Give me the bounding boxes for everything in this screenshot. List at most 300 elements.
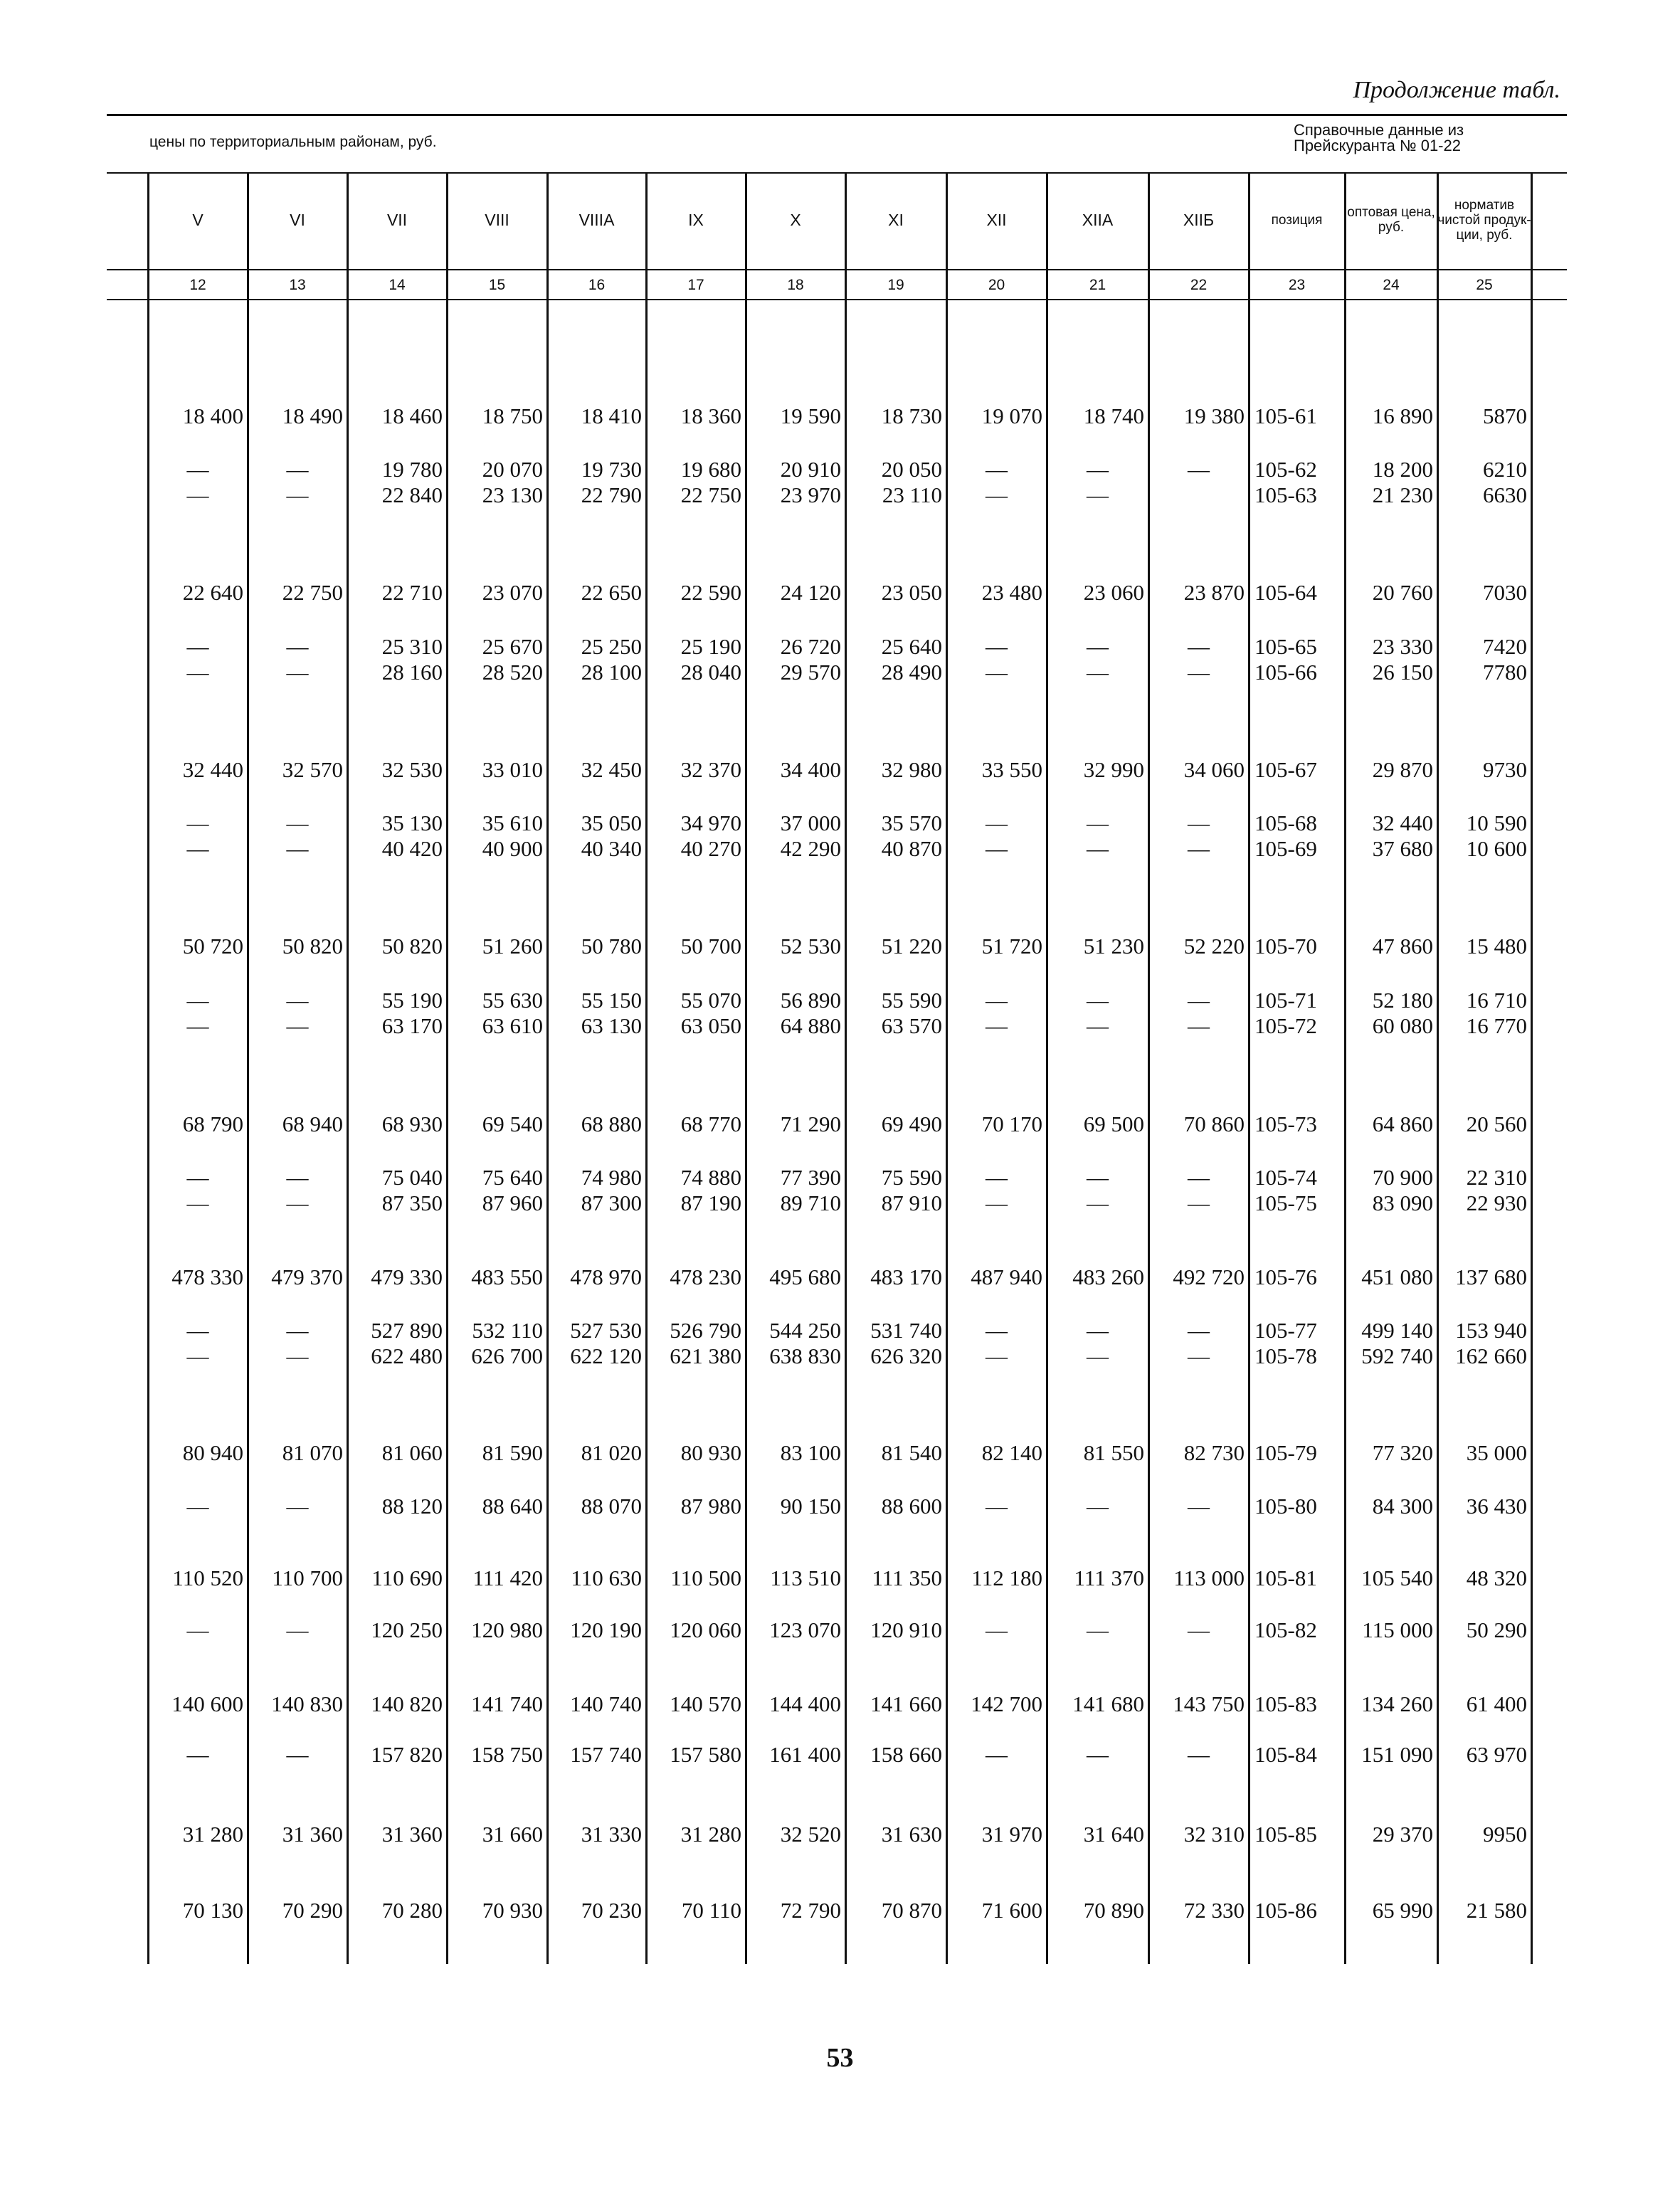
price-cell: 68 770 — [680, 1112, 741, 1136]
price-cell: 31 330 — [581, 1822, 642, 1847]
position-cell: 105-66 — [1254, 660, 1317, 685]
price-cell: — — [986, 836, 1008, 861]
price-cell: 55 070 — [680, 988, 741, 1013]
price-cell: 64 860 — [1372, 1112, 1433, 1136]
price-cell: — — [1087, 1190, 1109, 1215]
price-cell: 40 420 — [381, 836, 443, 861]
price-cell: 70 130 — [182, 1898, 243, 1923]
price-cell: 621 380 — [670, 1343, 741, 1368]
price-cell: 75 590 — [881, 1165, 942, 1190]
price-cell: 50 780 — [581, 934, 642, 959]
price-cell: 32 440 — [182, 757, 243, 782]
column-number: 15 — [488, 277, 506, 293]
price-cell: 18 410 — [581, 403, 642, 428]
price-cell: 50 820 — [381, 934, 443, 959]
price-cell: 532 110 — [472, 1318, 543, 1343]
price-cell: 23 480 — [981, 580, 1042, 605]
price-cell: 55 190 — [381, 988, 443, 1013]
price-cell: 483 260 — [1072, 1264, 1144, 1289]
price-cell: 158 660 — [870, 1742, 942, 1767]
price-cell: 137 680 — [1455, 1264, 1527, 1289]
price-cell: — — [186, 457, 209, 482]
price-cell: 40 900 — [482, 836, 543, 861]
price-cell: 495 680 — [769, 1264, 841, 1289]
price-cell: 83 090 — [1372, 1190, 1433, 1215]
price-cell: 75 040 — [381, 1165, 443, 1190]
price-cell: 29 870 — [1372, 757, 1433, 782]
price-cell: 74 880 — [680, 1165, 741, 1190]
price-cell: 21 230 — [1372, 482, 1433, 507]
price-cell: 25 640 — [881, 634, 942, 659]
price-cell: 16 770 — [1466, 1013, 1527, 1038]
price-cell: 23 130 — [482, 482, 543, 507]
price-cell: 18 750 — [482, 403, 543, 428]
price-cell: — — [286, 1318, 309, 1343]
price-cell: 144 400 — [769, 1691, 841, 1716]
price-cell: 25 190 — [680, 634, 741, 659]
price-cell: 29 570 — [780, 660, 841, 685]
price-cell: 32 520 — [780, 1822, 841, 1847]
price-cell: 87 980 — [680, 1494, 741, 1519]
price-cell: 479 370 — [271, 1264, 343, 1289]
column-number: 18 — [787, 277, 804, 293]
price-cell: 527 890 — [371, 1318, 443, 1343]
price-cell: — — [1087, 457, 1109, 482]
position-cell: 105-65 — [1254, 634, 1317, 659]
position-cell: 105-64 — [1254, 580, 1317, 605]
column-number: 21 — [1089, 277, 1106, 293]
price-cell: 52 180 — [1372, 988, 1433, 1013]
price-cell: — — [1188, 836, 1210, 861]
price-cell: 75 640 — [482, 1165, 543, 1190]
position-cell: 105-69 — [1254, 836, 1317, 861]
position-cell: 105-79 — [1254, 1440, 1317, 1465]
column-number: 12 — [189, 277, 206, 293]
price-cell: 33 010 — [482, 757, 543, 782]
price-cell: 105 540 — [1361, 1565, 1433, 1590]
column-header: VIII — [485, 210, 509, 229]
price-cell: — — [286, 1742, 309, 1767]
price-cell: 478 330 — [171, 1264, 243, 1289]
price-cell: 142 700 — [971, 1691, 1042, 1716]
price-cell: 34 400 — [780, 757, 841, 782]
price-cell: 51 720 — [981, 934, 1042, 959]
position-cell: 105-82 — [1254, 1617, 1317, 1642]
price-cell: — — [286, 1013, 309, 1038]
price-cell: 25 250 — [581, 634, 642, 659]
price-cell: 32 440 — [1372, 810, 1433, 835]
price-cell: 31 280 — [680, 1822, 741, 1847]
column-header: XII — [986, 210, 1007, 229]
price-cell: 115 000 — [1362, 1617, 1433, 1642]
top-rule — [107, 114, 1567, 116]
price-cell: 162 660 — [1455, 1343, 1527, 1368]
price-cell: 487 940 — [971, 1264, 1042, 1289]
price-cell: 87 350 — [381, 1190, 443, 1215]
price-cell: — — [286, 457, 309, 482]
price-cell: 25 670 — [482, 634, 543, 659]
price-cell: — — [1188, 1617, 1210, 1642]
position-cell: 105-86 — [1254, 1898, 1317, 1923]
price-cell: 31 630 — [881, 1822, 942, 1847]
position-cell: 105-73 — [1254, 1112, 1317, 1136]
position-cell: 105-80 — [1254, 1494, 1317, 1519]
price-cell: 63 050 — [680, 1013, 741, 1038]
price-cell: 7030 — [1483, 580, 1527, 605]
price-cell: 479 330 — [371, 1264, 443, 1289]
price-cell: — — [186, 988, 209, 1013]
price-cell: 18 460 — [381, 403, 443, 428]
price-cell: 36 430 — [1466, 1494, 1527, 1519]
column-number: 25 — [1476, 277, 1493, 293]
column-number: 23 — [1288, 277, 1306, 293]
price-cell: 40 870 — [881, 836, 942, 861]
price-cell: — — [986, 988, 1008, 1013]
price-cell: 31 970 — [981, 1822, 1042, 1847]
price-cell: 32 990 — [1083, 757, 1144, 782]
price-cell: 112 180 — [971, 1565, 1042, 1590]
price-cell: 26 150 — [1372, 660, 1433, 685]
price-cell: 113 510 — [770, 1565, 841, 1590]
price-cell: 37 000 — [780, 810, 841, 835]
price-cell: 69 490 — [881, 1112, 942, 1136]
price-cell: 18 400 — [182, 403, 243, 428]
price-cell: 90 150 — [780, 1494, 841, 1519]
price-cell: 31 360 — [381, 1822, 443, 1847]
price-cell: 42 290 — [780, 836, 841, 861]
price-cell: 81 070 — [282, 1440, 343, 1465]
price-cell: 52 220 — [1183, 934, 1245, 959]
price-cell: 77 320 — [1372, 1440, 1433, 1465]
position-cell: 105-63 — [1254, 482, 1317, 507]
price-cell: 81 550 — [1083, 1440, 1144, 1465]
position-cell: 105-83 — [1254, 1691, 1317, 1716]
price-cell: 111 350 — [872, 1565, 942, 1590]
price-cell: 31 660 — [482, 1822, 543, 1847]
price-cell: 68 930 — [381, 1112, 443, 1136]
price-cell: 22 310 — [1466, 1165, 1527, 1190]
price-cell: 71 290 — [780, 1112, 841, 1136]
price-cell: 60 080 — [1372, 1013, 1433, 1038]
price-cell: 70 110 — [681, 1898, 741, 1923]
price-cell: 6630 — [1483, 482, 1527, 507]
price-cell: 23 070 — [482, 580, 543, 605]
price-cell: 20 560 — [1466, 1112, 1527, 1136]
price-cell: — — [1087, 634, 1109, 659]
price-cell: 18 200 — [1372, 457, 1433, 482]
price-cell: 19 730 — [581, 457, 642, 482]
price-cell: 19 780 — [381, 457, 443, 482]
price-cell: 87 300 — [581, 1190, 642, 1215]
price-cell: 626 320 — [870, 1343, 942, 1368]
price-cell: 544 250 — [769, 1318, 841, 1343]
price-cell: 158 750 — [471, 1742, 543, 1767]
price-cell: 22 590 — [680, 580, 741, 605]
price-cell: 70 170 — [981, 1112, 1042, 1136]
price-cell: — — [1188, 1165, 1210, 1190]
column-header: X — [790, 210, 801, 229]
price-cell: 81 060 — [381, 1440, 443, 1465]
price-cell: 20 760 — [1372, 580, 1433, 605]
reference-group-header: Справочные данные из Прейскуранта № 01-22 — [1294, 121, 1464, 154]
position-cell: 105-68 — [1254, 810, 1317, 835]
position-cell: 105-74 — [1254, 1165, 1317, 1190]
price-cell: 26 720 — [780, 634, 841, 659]
price-cell: — — [1087, 482, 1109, 507]
price-cell: — — [1087, 988, 1109, 1013]
price-cell: 55 150 — [581, 988, 642, 1013]
price-cell: 22 930 — [1466, 1190, 1527, 1215]
price-cell: 50 720 — [182, 934, 243, 959]
price-cell: 157 580 — [670, 1742, 741, 1767]
price-cell: 70 230 — [581, 1898, 642, 1923]
price-cell: — — [186, 1165, 209, 1190]
price-cell: — — [1087, 1343, 1109, 1368]
price-cell: 526 790 — [670, 1318, 741, 1343]
price-cell: 70 290 — [282, 1898, 343, 1923]
column-header: XIIБ — [1183, 210, 1215, 229]
position-cell: 105-76 — [1254, 1264, 1317, 1289]
price-cell: — — [986, 634, 1008, 659]
price-cell: 31 360 — [282, 1822, 343, 1847]
column-header: IX — [688, 210, 704, 229]
price-cell: 69 500 — [1083, 1112, 1144, 1136]
price-cell: — — [186, 1343, 209, 1368]
price-cell: 18 360 — [680, 403, 741, 428]
price-cell: 18 730 — [881, 403, 942, 428]
price-cell: 161 400 — [769, 1742, 841, 1767]
price-cell: 74 980 — [581, 1165, 642, 1190]
price-cell: 15 480 — [1466, 934, 1527, 959]
price-cell: 531 740 — [870, 1318, 942, 1343]
price-cell: 151 090 — [1361, 1742, 1433, 1767]
price-cell: 22 790 — [581, 482, 642, 507]
price-cell: 120 910 — [870, 1617, 942, 1642]
position-cell: 105-85 — [1254, 1822, 1317, 1847]
price-cell: — — [1087, 1013, 1109, 1038]
price-cell: — — [1188, 1742, 1210, 1767]
price-cell: — — [986, 1190, 1008, 1215]
price-cell: 140 740 — [570, 1691, 642, 1716]
price-cell: — — [186, 1190, 209, 1215]
price-cell: 140 830 — [271, 1691, 343, 1716]
price-cell: 492 720 — [1173, 1264, 1245, 1289]
price-cell: 110 630 — [571, 1565, 642, 1590]
page-number: 53 — [826, 2043, 854, 2073]
price-cell: 478 230 — [670, 1264, 741, 1289]
price-cell: 63 970 — [1466, 1742, 1527, 1767]
column-number: 17 — [687, 277, 704, 293]
price-cell: 68 880 — [581, 1112, 642, 1136]
price-cell: 5870 — [1483, 403, 1527, 428]
price-cell: 87 910 — [881, 1190, 942, 1215]
table-caption: Продолжение табл. — [1353, 77, 1560, 103]
price-cell: 478 970 — [570, 1264, 642, 1289]
price-cell: 23 970 — [780, 482, 841, 507]
price-cell: — — [186, 1318, 209, 1343]
price-cell: 63 130 — [581, 1013, 642, 1038]
position-cell: 105-75 — [1254, 1190, 1317, 1215]
price-cell: — — [1188, 634, 1210, 659]
price-cell: 35 570 — [881, 810, 942, 835]
column-name-rule — [107, 269, 1567, 270]
price-cell: — — [986, 1742, 1008, 1767]
price-cell: — — [1087, 1617, 1109, 1642]
price-cell: 70 870 — [881, 1898, 942, 1923]
price-cell: — — [286, 1190, 309, 1215]
price-cell: 40 340 — [581, 836, 642, 861]
price-cell: 23 330 — [1372, 634, 1433, 659]
price-cell: — — [986, 810, 1008, 835]
price-cell: 499 140 — [1361, 1318, 1433, 1343]
price-cell: 63 170 — [381, 1013, 443, 1038]
price-cell: 527 530 — [570, 1318, 642, 1343]
price-cell: — — [1087, 660, 1109, 685]
price-cell: 451 080 — [1361, 1264, 1433, 1289]
price-cell: 140 600 — [171, 1691, 243, 1716]
price-cell: — — [1087, 810, 1109, 835]
price-cell: 22 840 — [381, 482, 443, 507]
price-cell: — — [986, 482, 1008, 507]
price-cell: 70 890 — [1083, 1898, 1144, 1923]
price-cell: 51 260 — [482, 934, 543, 959]
price-cell: 141 740 — [471, 1691, 543, 1716]
price-cell: — — [986, 1165, 1008, 1190]
price-cell: 111 370 — [1074, 1565, 1144, 1590]
column-number: 13 — [289, 277, 306, 293]
price-cell: 120 060 — [670, 1617, 741, 1642]
price-cell: 77 390 — [780, 1165, 841, 1190]
price-cell: 88 600 — [881, 1494, 942, 1519]
price-cell: 28 490 — [881, 660, 942, 685]
price-group-header: цены по территориальным районам, руб. — [149, 134, 437, 150]
price-cell: — — [186, 634, 209, 659]
price-cell: — — [1087, 1494, 1109, 1519]
price-cell: 23 870 — [1183, 580, 1245, 605]
price-cell: 483 550 — [471, 1264, 543, 1289]
price-cell: 71 600 — [981, 1898, 1042, 1923]
price-cell: — — [1188, 457, 1210, 482]
position-cell: 105-61 — [1254, 403, 1317, 428]
price-cell: 55 630 — [482, 988, 543, 1013]
price-cell: 120 980 — [471, 1617, 543, 1642]
price-cell: 63 570 — [881, 1013, 942, 1038]
price-cell: 111 420 — [472, 1565, 543, 1590]
price-cell: 50 820 — [282, 934, 343, 959]
price-cell: 10 600 — [1466, 836, 1527, 861]
price-cell: — — [186, 1617, 209, 1642]
price-cell: — — [1087, 836, 1109, 861]
price-cell: 82 730 — [1183, 1440, 1245, 1465]
price-cell: — — [286, 1165, 309, 1190]
price-cell: 70 280 — [381, 1898, 443, 1923]
price-cell: 81 590 — [482, 1440, 543, 1465]
column-number: 20 — [988, 277, 1005, 293]
price-cell: 50 700 — [680, 934, 741, 959]
price-cell: — — [986, 1013, 1008, 1038]
price-cell: 24 120 — [780, 580, 841, 605]
price-cell: 70 930 — [482, 1898, 543, 1923]
price-cell: 120 190 — [570, 1617, 642, 1642]
position-cell: 105-77 — [1254, 1318, 1317, 1343]
price-cell: 28 160 — [381, 660, 443, 685]
price-cell: 70 860 — [1183, 1112, 1245, 1136]
price-cell: 35 000 — [1466, 1440, 1527, 1465]
price-cell: — — [986, 1343, 1008, 1368]
price-cell: — — [286, 660, 309, 685]
price-cell: 68 940 — [282, 1112, 343, 1136]
price-cell: — — [286, 1494, 309, 1519]
price-cell: 19 070 — [981, 403, 1042, 428]
price-cell: 81 020 — [581, 1440, 642, 1465]
price-cell: 19 590 — [780, 403, 841, 428]
price-cell: — — [186, 810, 209, 835]
price-cell: 19 680 — [680, 457, 741, 482]
price-cell: 61 400 — [1466, 1691, 1527, 1716]
price-cell: 22 750 — [680, 482, 741, 507]
price-cell: 33 550 — [981, 757, 1042, 782]
price-cell: 48 320 — [1466, 1565, 1527, 1590]
price-cell: 32 450 — [581, 757, 642, 782]
price-cell: 31 280 — [182, 1822, 243, 1847]
price-cell: — — [286, 482, 309, 507]
price-cell: — — [186, 482, 209, 507]
column-header: V — [192, 210, 204, 229]
price-cell: — — [186, 1013, 209, 1038]
price-cell: 141 660 — [870, 1691, 942, 1716]
price-cell: 622 480 — [371, 1343, 443, 1368]
price-cell: 28 040 — [680, 660, 741, 685]
price-cell: 51 230 — [1083, 934, 1144, 959]
price-cell: 123 070 — [769, 1617, 841, 1642]
price-cell: 157 740 — [570, 1742, 642, 1767]
price-cell: 32 570 — [282, 757, 343, 782]
column-number: 16 — [588, 277, 606, 293]
price-cell: 83 100 — [780, 1440, 841, 1465]
price-cell: 483 170 — [870, 1264, 942, 1289]
price-cell: 34 970 — [680, 810, 741, 835]
price-cell: — — [986, 1318, 1008, 1343]
price-cell: — — [286, 1343, 309, 1368]
price-cell: 81 540 — [881, 1440, 942, 1465]
price-cell: 88 070 — [581, 1494, 642, 1519]
price-cell: 7780 — [1483, 660, 1527, 685]
column-header: VII — [386, 210, 408, 229]
price-cell: 140 820 — [371, 1691, 443, 1716]
price-cell: 16 890 — [1372, 403, 1433, 428]
price-cell: 153 940 — [1455, 1318, 1527, 1343]
price-cell: 23 060 — [1083, 580, 1144, 605]
position-cell: 105-78 — [1254, 1343, 1317, 1368]
price-cell: 622 120 — [570, 1343, 642, 1368]
price-cell — [1148, 482, 1249, 509]
price-cell: 20 910 — [780, 457, 841, 482]
price-cell: — — [986, 660, 1008, 685]
column-number-rule — [107, 299, 1567, 300]
price-cell: 64 880 — [780, 1013, 841, 1038]
price-cell: 10 590 — [1466, 810, 1527, 835]
price-cell: 22 750 — [282, 580, 343, 605]
column-header: норматив чистой продук-ции, руб. — [1437, 197, 1531, 243]
price-cell: 80 930 — [680, 1440, 741, 1465]
price-cell: 23 110 — [882, 482, 942, 507]
price-cell: 31 640 — [1083, 1822, 1144, 1847]
price-cell: 120 250 — [371, 1617, 443, 1642]
price-cell: — — [186, 1742, 209, 1767]
price-cell: 134 260 — [1361, 1691, 1433, 1716]
price-cell: — — [986, 1494, 1008, 1519]
price-cell: 35 050 — [581, 810, 642, 835]
